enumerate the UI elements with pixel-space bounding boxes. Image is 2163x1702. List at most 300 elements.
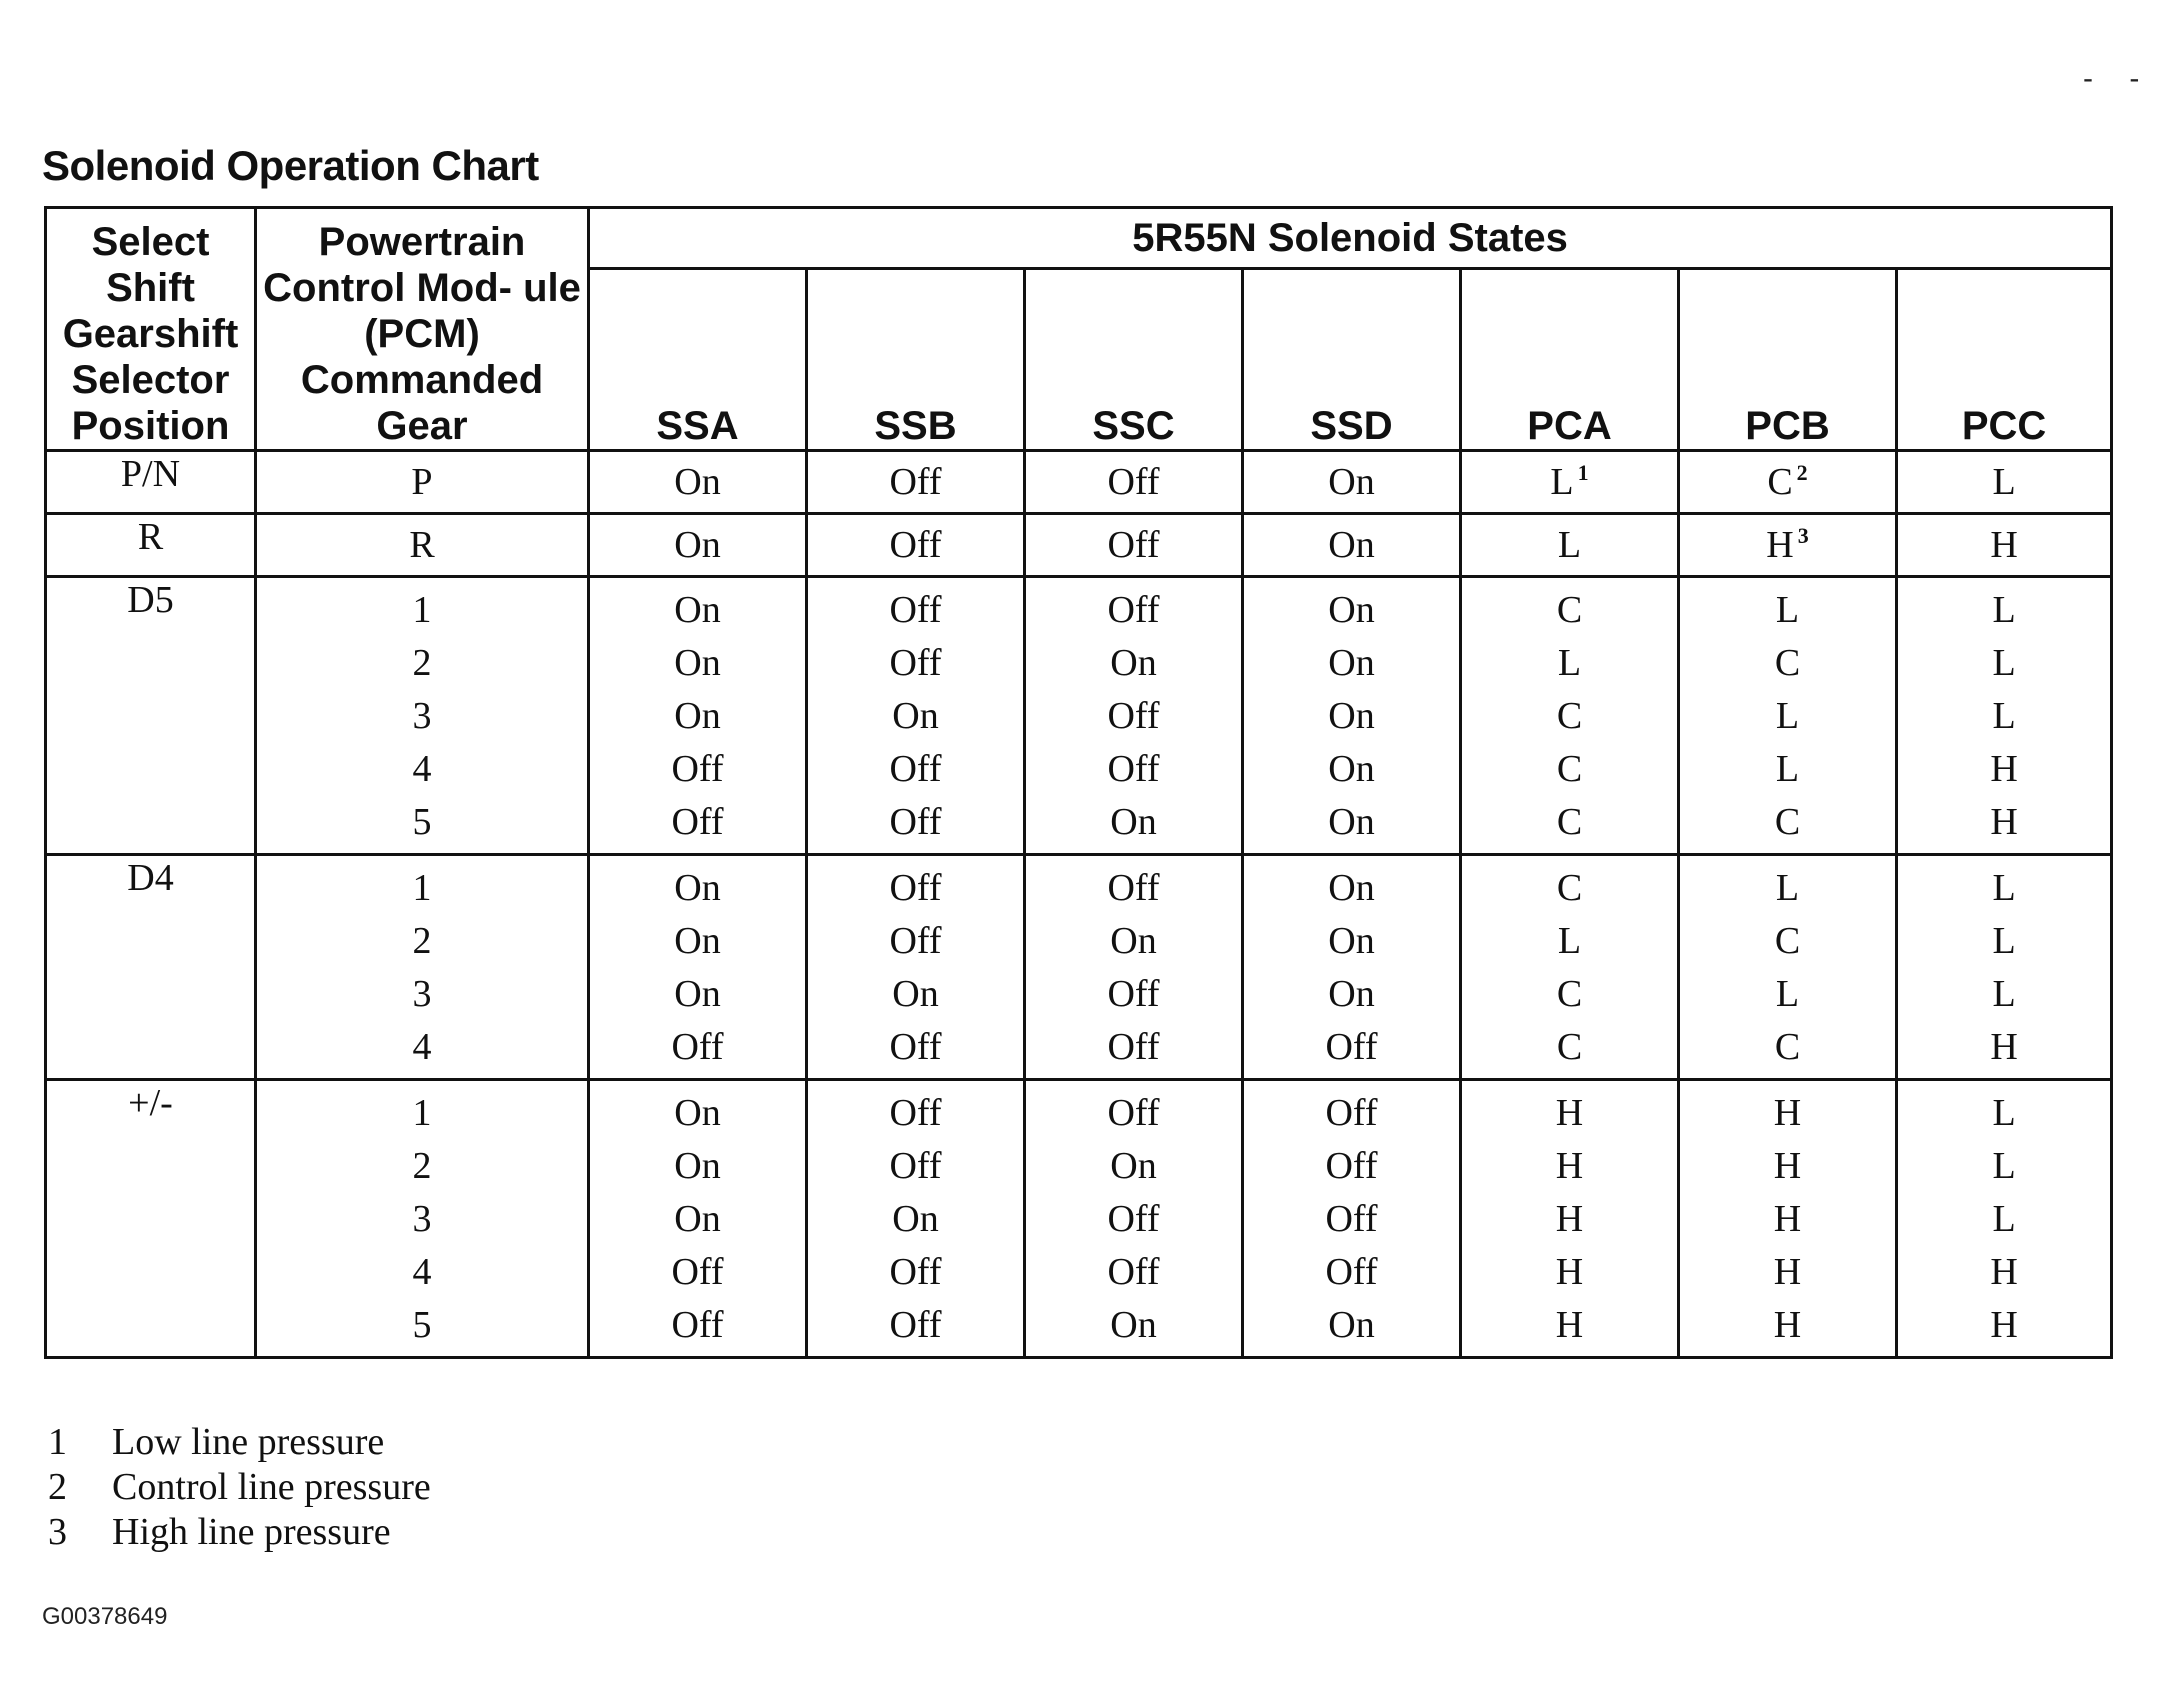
state-text: On: [1328, 695, 1375, 737]
state-text: Off: [889, 1092, 942, 1134]
state-value: [590, 915, 805, 968]
header-ssa: SSA: [589, 269, 807, 451]
solenoid-state-ssa: [589, 451, 807, 514]
state-value: [590, 1021, 805, 1074]
state-text: H: [1555, 1145, 1584, 1187]
state-value: [1026, 796, 1241, 849]
table-row: [46, 855, 2112, 1080]
state-text: Off: [1107, 1026, 1160, 1068]
solenoid-state-ssc: [1025, 577, 1243, 855]
commanded-gear: 2: [412, 1145, 432, 1187]
state-value: [1462, 584, 1677, 637]
state-value: [808, 796, 1023, 849]
state-text: Off: [889, 1304, 942, 1346]
state-text: C: [1556, 695, 1583, 737]
state-text: On: [892, 695, 939, 737]
selector-position-label: D5: [127, 579, 174, 621]
commanded-gear-cell: [256, 577, 589, 855]
state-value: [1898, 862, 2110, 915]
state-text: H: [1990, 748, 2018, 790]
state-value: [1026, 1193, 1241, 1246]
state-value: [590, 456, 805, 509]
state-text: H: [1990, 801, 2018, 843]
commanded-gear: 1: [412, 589, 432, 631]
commanded-gear: 4: [412, 748, 432, 790]
state-text: On: [1328, 973, 1375, 1015]
commanded-gear: 3: [412, 695, 432, 737]
solenoid-state-ssc: [1025, 451, 1243, 514]
state-text: C: [1774, 920, 1801, 962]
state-value: [1244, 1140, 1459, 1193]
header-pca: PCA: [1461, 269, 1679, 451]
state-value: [1898, 796, 2110, 849]
state-text: H: [1555, 1092, 1584, 1134]
state-text: L: [1992, 1145, 2016, 1187]
state-value: [1680, 743, 1895, 796]
state-value: [1462, 968, 1677, 1021]
state-value: [808, 1246, 1023, 1299]
state-value: [1244, 743, 1459, 796]
state-value: [1026, 637, 1241, 690]
header-pcc: PCC: [1897, 269, 2112, 451]
state-text: Off: [889, 589, 942, 631]
state-text: On: [1328, 1304, 1375, 1346]
state-value: [590, 584, 805, 637]
selector-position: [46, 577, 256, 855]
solenoid-state-ssd: [1243, 1080, 1461, 1358]
state-text: On: [1110, 642, 1157, 684]
commanded-gear: 3: [412, 973, 432, 1015]
state-text: Off: [889, 642, 942, 684]
state-value: [808, 519, 1023, 572]
state-text: L: [1775, 589, 1800, 631]
state-value: [1244, 637, 1459, 690]
state-text: H: [1773, 1145, 1802, 1187]
state-value: [1680, 519, 1895, 572]
header-ssd: SSD: [1243, 269, 1461, 451]
state-value: [1898, 690, 2110, 743]
state-value: [808, 1140, 1023, 1193]
state-text: On: [674, 1198, 721, 1240]
state-value: [1026, 519, 1241, 572]
state-text: L: [1992, 867, 2016, 909]
state-value: [1026, 456, 1241, 509]
state-value: [1244, 584, 1459, 637]
state-text: H: [1773, 1304, 1802, 1346]
state-text: C: [1556, 748, 1583, 790]
solenoid-state-ssc: [1025, 855, 1243, 1080]
state-text: On: [674, 1092, 721, 1134]
header-position: Select Shift Gearshift Selector Position: [46, 208, 256, 451]
state-value: [1244, 456, 1459, 509]
state-text: Off: [889, 801, 942, 843]
header-pcb: PCB: [1679, 269, 1897, 451]
state-text: L: [1557, 642, 1582, 684]
state-text: On: [1328, 642, 1375, 684]
state-value: [1462, 796, 1677, 849]
commanded-gear-cell: [256, 451, 589, 514]
state-value: [1462, 456, 1677, 509]
state-value: [1244, 862, 1459, 915]
state-text: H: [1555, 1198, 1584, 1240]
state-text: On: [1328, 920, 1375, 962]
state-value: [1680, 690, 1895, 743]
state-value: [1462, 862, 1677, 915]
state-value: [590, 519, 805, 572]
commanded-gear: 2: [412, 642, 432, 684]
state-value: [1462, 1193, 1677, 1246]
state-text: Off: [1325, 1145, 1378, 1187]
state-value: [1462, 519, 1677, 572]
state-value: [590, 1246, 805, 1299]
state-text: L: [1557, 920, 1582, 962]
figure-id: G00378649: [42, 1603, 168, 1630]
state-text: Off: [1325, 1026, 1378, 1068]
state-value: [808, 456, 1023, 509]
state-text: Off: [1107, 973, 1160, 1015]
state-value: [1462, 1299, 1677, 1352]
state-text: On: [674, 1145, 721, 1187]
header-ssb: SSB: [807, 269, 1025, 451]
state-text: On: [892, 1198, 939, 1240]
state-text: L: [1775, 867, 1800, 909]
state-text: C: [1774, 1026, 1801, 1068]
state-text: C: [1556, 1026, 1583, 1068]
state-value: [1462, 1246, 1677, 1299]
commanded-gear: 5: [412, 801, 432, 843]
state-text: L: [1992, 642, 2016, 684]
state-value: [1898, 1140, 2110, 1193]
state-value: [1680, 1140, 1895, 1193]
state-value: [1462, 743, 1677, 796]
state-text: L: [1775, 695, 1800, 737]
state-value: [1680, 1246, 1895, 1299]
state-value: [1680, 456, 1895, 509]
state-text: H: [1766, 523, 1794, 566]
state-value: [808, 1299, 1023, 1352]
state-value: [1898, 637, 2110, 690]
solenoid-state-pcb: [1679, 855, 1897, 1080]
state-text: C: [1556, 973, 1583, 1015]
solenoid-state-ssd: [1243, 855, 1461, 1080]
state-value: [1680, 968, 1895, 1021]
solenoid-state-ssd: [1243, 577, 1461, 855]
solenoid-state-ssa: [589, 514, 807, 577]
footnote-number: 1: [48, 1421, 67, 1463]
state-text: Off: [1107, 1092, 1160, 1134]
state-value: [1026, 690, 1241, 743]
state-text: C: [1556, 867, 1583, 909]
state-text: Off: [889, 1026, 942, 1068]
state-text: On: [1110, 920, 1157, 962]
commanded-gear: 4: [412, 1251, 432, 1293]
solenoid-state-ssb: [807, 855, 1025, 1080]
selector-position: [46, 1080, 256, 1358]
state-text: On: [1328, 867, 1375, 909]
state-text: H: [1773, 1198, 1802, 1240]
state-value: [1680, 1193, 1895, 1246]
state-value: [1026, 1299, 1241, 1352]
state-text: Off: [1107, 1251, 1160, 1293]
state-value: [1898, 1246, 2110, 1299]
state-text: Off: [1325, 1092, 1378, 1134]
solenoid-state-pca: [1461, 451, 1679, 514]
solenoid-state-ssa: [589, 1080, 807, 1358]
corner-mark: - -: [2083, 62, 2154, 95]
state-value: [590, 1193, 805, 1246]
solenoid-state-ssd: [1243, 514, 1461, 577]
state-value: [1244, 519, 1459, 572]
state-value: [1244, 1246, 1459, 1299]
state-value: [1680, 915, 1895, 968]
state-text: On: [1110, 1304, 1157, 1346]
state-value: [1680, 637, 1895, 690]
state-text: Off: [889, 1251, 942, 1293]
state-text: On: [1328, 460, 1375, 503]
solenoid-state-pcb: [1679, 451, 1897, 514]
state-text: H: [1555, 1304, 1584, 1346]
state-text: On: [1328, 589, 1375, 631]
state-value: [1680, 796, 1895, 849]
solenoid-state-ssc: [1025, 514, 1243, 577]
state-value: [1462, 1021, 1677, 1074]
state-value: [1244, 968, 1459, 1021]
state-text: On: [674, 460, 721, 503]
state-text: Off: [889, 1145, 942, 1187]
state-value: [1244, 1021, 1459, 1074]
state-value: [808, 690, 1023, 743]
commanded-gear-cell: [256, 1080, 589, 1358]
state-value: [1898, 1193, 2110, 1246]
state-text: Off: [889, 920, 942, 962]
state-value: [1680, 1087, 1895, 1140]
state-value: [1026, 743, 1241, 796]
state-text: H: [1990, 1304, 2018, 1346]
state-text: H: [1990, 1026, 2018, 1068]
solenoid-state-ssa: [589, 855, 807, 1080]
state-value: [1026, 1021, 1241, 1074]
table-row: [46, 514, 2112, 577]
commanded-gear: 2: [412, 920, 432, 962]
state-value: [808, 743, 1023, 796]
state-value: [1462, 637, 1677, 690]
solenoid-state-pcb: [1679, 1080, 1897, 1358]
state-value: [808, 637, 1023, 690]
state-text: On: [1110, 1145, 1157, 1187]
state-text: On: [1328, 748, 1375, 790]
selector-position: [46, 855, 256, 1080]
solenoid-state-pcb: [1679, 577, 1897, 855]
selector-position: [46, 451, 256, 514]
state-text: On: [892, 973, 939, 1015]
state-text: H: [1990, 1251, 2018, 1293]
state-text: Off: [889, 748, 942, 790]
state-text: On: [674, 867, 721, 909]
state-text: C: [1767, 460, 1793, 503]
commanded-gear: P: [411, 460, 433, 503]
state-text: Off: [1325, 1251, 1378, 1293]
state-text: Off: [1107, 1198, 1160, 1240]
state-value: [1898, 743, 2110, 796]
state-value: [590, 1087, 805, 1140]
state-value: [1244, 1193, 1459, 1246]
state-text: Off: [1325, 1198, 1378, 1240]
footnote: [48, 1465, 431, 1510]
state-value: [808, 968, 1023, 1021]
state-text: Off: [889, 523, 942, 566]
state-text: L: [1992, 1092, 2016, 1134]
solenoid-state-ssb: [807, 1080, 1025, 1358]
state-text: Off: [671, 1026, 724, 1068]
solenoid-state-pcc: [1897, 855, 2112, 1080]
state-value: [590, 796, 805, 849]
state-value: [1026, 915, 1241, 968]
state-value: [1898, 519, 2110, 572]
state-text: L: [1992, 1198, 2016, 1240]
state-value: [1680, 584, 1895, 637]
state-value: [1898, 968, 2110, 1021]
state-text: C: [1774, 642, 1801, 684]
state-value: [590, 862, 805, 915]
state-text: H: [1555, 1251, 1584, 1293]
state-value: [1026, 1246, 1241, 1299]
commanded-gear: 1: [412, 1092, 432, 1134]
state-value: [1026, 584, 1241, 637]
state-text: Off: [1107, 867, 1160, 909]
state-value: [1898, 1087, 2110, 1140]
state-value: [590, 690, 805, 743]
state-value: [1244, 1299, 1459, 1352]
state-text: L: [1992, 920, 2016, 962]
footnote-text: Low line pressure: [112, 1421, 385, 1463]
state-value: [808, 1021, 1023, 1074]
state-text: On: [1110, 801, 1157, 843]
header-ssc: SSC: [1025, 269, 1243, 451]
selector-position-label: R: [137, 516, 164, 558]
footnote-text: High line pressure: [112, 1511, 391, 1553]
state-value: [1898, 1021, 2110, 1074]
state-value: [590, 637, 805, 690]
selector-position-label: P/N: [120, 453, 181, 495]
state-text: Off: [671, 801, 724, 843]
state-text: L: [1775, 748, 1800, 790]
table-row: [46, 1080, 2112, 1358]
state-text: L: [1992, 460, 2016, 503]
state-text: On: [1328, 523, 1375, 566]
state-text: L: [1992, 973, 2016, 1015]
state-text: On: [1328, 801, 1375, 843]
state-text: H: [1773, 1251, 1802, 1293]
state-value: [1462, 690, 1677, 743]
solenoid-state-pcc: [1897, 1080, 2112, 1358]
state-value: [1680, 862, 1895, 915]
solenoid-state-pcb: [1679, 514, 1897, 577]
commanded-gear-cell: [256, 514, 589, 577]
solenoid-state-ssa: [589, 577, 807, 855]
state-value: [1026, 1087, 1241, 1140]
state-value: [590, 1299, 805, 1352]
state-text: Off: [1107, 695, 1160, 737]
commanded-gear: 3: [412, 1198, 432, 1240]
solenoid-state-ssb: [807, 514, 1025, 577]
state-text: L: [1992, 695, 2016, 737]
state-text: L: [1557, 523, 1582, 566]
table-row: [46, 451, 2112, 514]
state-value: [1462, 1140, 1677, 1193]
state-value: [1898, 584, 2110, 637]
state-value: [808, 1193, 1023, 1246]
state-value: [1026, 862, 1241, 915]
state-value: [1026, 968, 1241, 1021]
selector-position: [46, 514, 256, 577]
footnote-ref: 1: [1577, 459, 1589, 485]
commanded-gear-cell: [256, 855, 589, 1080]
footnote-text: Control line pressure: [112, 1466, 431, 1508]
footnote-number: 2: [48, 1466, 67, 1508]
solenoid-state-ssc: [1025, 1080, 1243, 1358]
state-value: [1898, 456, 2110, 509]
state-text: L: [1775, 973, 1800, 1015]
state-text: On: [674, 920, 721, 962]
header-solenoid-states: 5R55N Solenoid States: [589, 208, 2112, 269]
state-value: [1244, 1087, 1459, 1140]
commanded-gear: 1: [412, 867, 432, 909]
state-value: [1898, 915, 2110, 968]
solenoid-state-pcc: [1897, 577, 2112, 855]
solenoid-state-pca: [1461, 577, 1679, 855]
table-row: [46, 577, 2112, 855]
commanded-gear: 5: [412, 1304, 432, 1346]
state-value: [590, 743, 805, 796]
state-text: Off: [889, 460, 942, 503]
solenoid-state-pcc: [1897, 451, 2112, 514]
solenoid-state-ssb: [807, 451, 1025, 514]
state-text: Off: [671, 748, 724, 790]
state-text: H: [1990, 523, 2018, 566]
state-value: [1462, 915, 1677, 968]
header-gear: Powertrain Control Mod- ule (PCM) Commanded Gear: [256, 208, 589, 451]
solenoid-state-ssd: [1243, 451, 1461, 514]
solenoid-state-pca: [1461, 514, 1679, 577]
selector-position-label: +/-: [128, 1082, 173, 1124]
state-text: Off: [1107, 460, 1160, 503]
state-value: [808, 915, 1023, 968]
state-value: [590, 968, 805, 1021]
commanded-gear: 4: [412, 1026, 432, 1068]
state-text: Off: [1107, 589, 1160, 631]
state-value: [1244, 796, 1459, 849]
state-value: [1898, 1299, 2110, 1352]
state-text: Off: [1107, 748, 1160, 790]
footnotes: [48, 1420, 431, 1555]
state-value: [1680, 1021, 1895, 1074]
footnote-number: 3: [48, 1511, 67, 1553]
chart-title: Solenoid Operation Chart: [42, 142, 539, 189]
solenoid-state-pca: [1461, 855, 1679, 1080]
state-text: C: [1556, 801, 1583, 843]
footnote: [48, 1510, 431, 1555]
footnote-ref: 3: [1797, 522, 1809, 548]
state-text: L: [1992, 589, 2016, 631]
state-value: [1244, 915, 1459, 968]
state-value: [1462, 1087, 1677, 1140]
solenoid-state-pcc: [1897, 514, 2112, 577]
solenoid-table: [44, 206, 2113, 1359]
state-value: [1244, 690, 1459, 743]
state-text: C: [1556, 589, 1583, 631]
state-text: On: [674, 642, 721, 684]
state-text: H: [1773, 1092, 1802, 1134]
